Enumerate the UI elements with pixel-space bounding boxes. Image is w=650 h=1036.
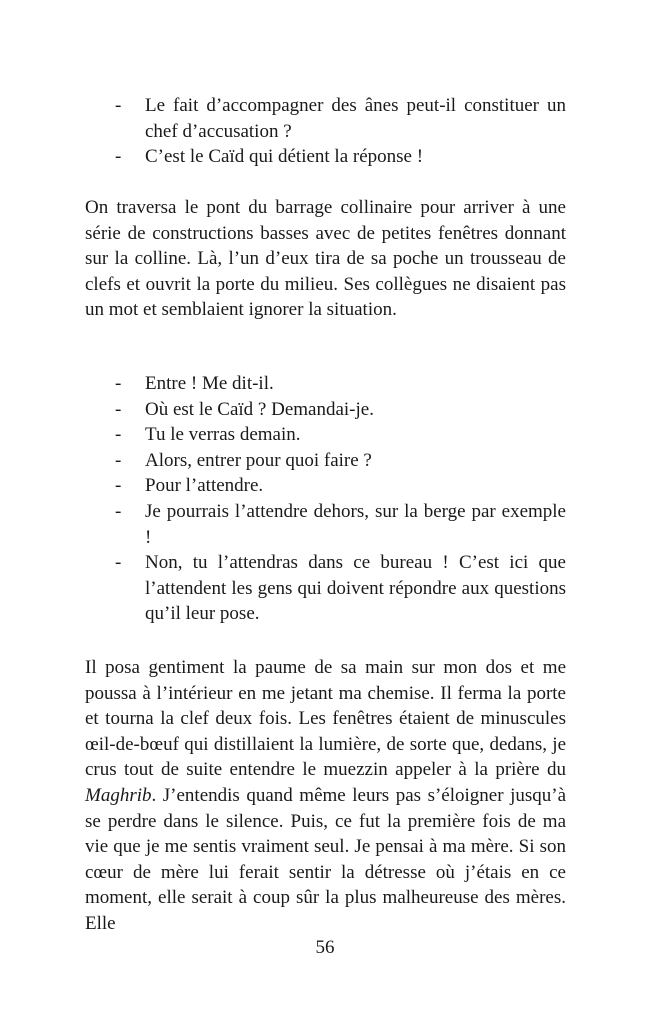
dialogue-line — [85, 422, 566, 448]
dialogue-line — [85, 448, 566, 474]
dialogue-text: Pour l’attendre. — [145, 475, 264, 497]
dialogue-dash: - — [115, 424, 122, 446]
dialogue-list-1 — [85, 93, 566, 170]
dialogue-line — [85, 473, 566, 499]
dialogue-dash: - — [115, 500, 122, 522]
dialogue-text: Tu le verras demain. — [145, 424, 301, 446]
dialogue-text: Non, tu l’attendras dans ce bureau ! C’est ici que l’attendent les gens qui doivent répondre aux questions qu’il leur pose. — [145, 552, 566, 625]
dialogue-dash: - — [115, 373, 122, 394]
dialogue-text: Alors, entrer pour quoi faire ? — [145, 449, 372, 471]
dialogue-text: Où est le Caïd ? Demandai-je. — [145, 398, 374, 420]
dialogue-text: Le fait d’accompagner des ânes peut-il constituer un chef d’accusation ? — [145, 95, 566, 142]
dialogue-dash: - — [115, 146, 122, 168]
dialogue-line — [85, 371, 566, 397]
dialogue-list-2 — [85, 371, 566, 627]
dialogue-dash: - — [115, 475, 122, 497]
dialogue-text: Je pourrais l’attendre dehors, sur la berge par exemple ! — [145, 500, 566, 548]
dialogue-text: C’est le Caïd qui détient la réponse ! — [145, 146, 424, 168]
paragraph-text-part: . J’entendis quand même leurs pas s’éloigner jusqu’à se perdre dans le silence. Puis, ce fut la première fois de ma vie que je me sentis vraiment seul. Je pensai à ma mère. Si son cœur de mère lui ferait sentir la détresse où j’étais en ce moment, elle serait à coup sûr la plus malheureuse des mères. Elle — [85, 784, 566, 934]
paragraph-text-part: Il posa gentiment la paume de sa main sur mon dos et me poussa à l’intérieur en me jetant ma chemise. Il ferma la porte et tourna la clef deux fois. Les fenêtres étaient de minuscules œil-de-bœuf qui distillaient la lumière, de sorte que, dedans, je crus tout de suite entendre le muezzin appeler à la prière du — [85, 657, 566, 781]
dialogue-dash: - — [115, 552, 122, 574]
dialogue-dash: - — [115, 449, 122, 471]
dialogue-text: Entre ! Me dit-il. — [145, 373, 274, 394]
dialogue-dash: - — [115, 95, 122, 116]
dialogue-line — [85, 93, 566, 144]
paragraph-text — [85, 655, 566, 937]
dialogue-line — [85, 550, 566, 627]
dialogue-line — [85, 499, 566, 550]
page-number: 56 — [315, 937, 335, 958]
dialogue-line — [85, 397, 566, 423]
italic-word: Maghrib — [85, 784, 152, 806]
paragraph-text: On traversa le pont du barrage collinaire pour arriver à une série de constructions basses avec de petites fenêtres donnant sur la colline. Là, l’un d’eux tira de sa poche un trousseau de clefs et ouvrit la porte du milieu. Ses collègues ne disaient pas un mot et semblaient ignorer la situation. — [85, 197, 566, 321]
paragraph-crossing-bridge — [85, 195, 566, 323]
dialogue-dash: - — [115, 398, 122, 420]
paragraph-locked-in — [85, 655, 566, 937]
dialogue-line — [85, 144, 566, 170]
